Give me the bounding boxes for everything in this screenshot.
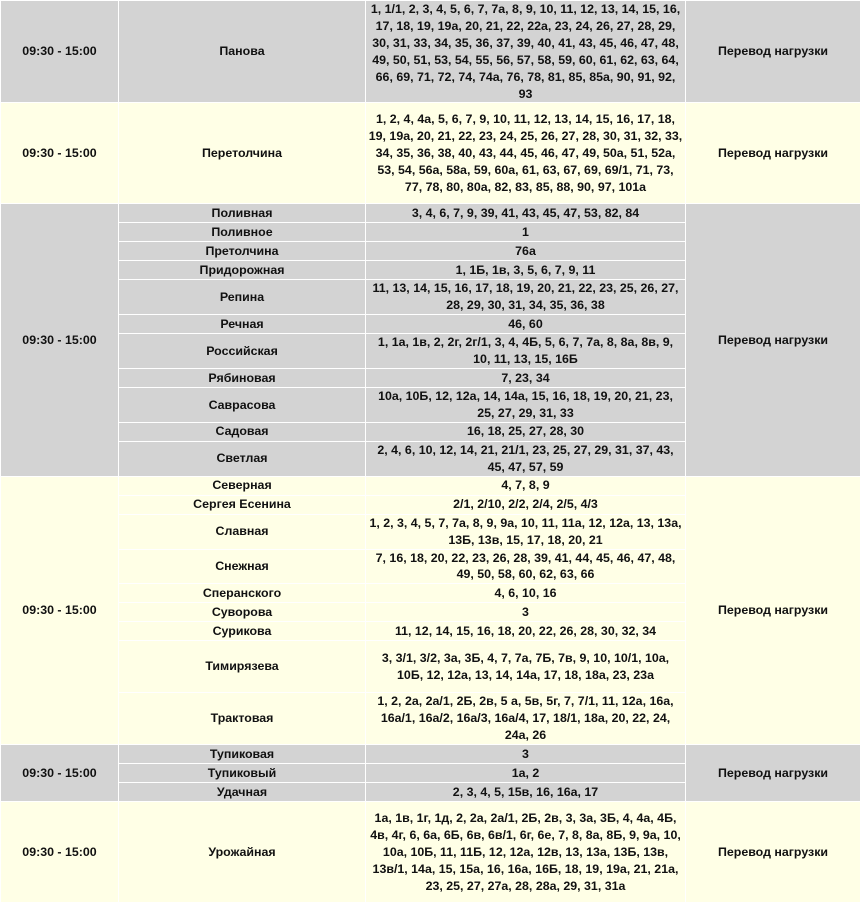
work-type-cell: Перевод нагрузки (686, 1, 860, 103)
street-name-cell: Претолчина (119, 242, 366, 261)
outage-schedule-body (1, 1, 860, 903)
street-name-cell: Репина (119, 280, 366, 315)
work-type-cell: Перевод нагрузки (686, 476, 860, 745)
street-name-cell: Поливное (119, 223, 366, 242)
work-type-cell: Перевод нагрузки (686, 204, 860, 476)
house-numbers-cell: 1а, 1в, 1г, 1д, 2, 2а, 2а/1, 2Б, 2в, 3, 3а, 3Б, 4, 4а, 4Б, 4в, 4г, 6, 6а, 6Б, 6в, 6в/1, 6г, 6е, 7, 8, 8а, 8Б, 9, 9а, 10, 10а, 10Б, 11, 11Б, 12, 12а, 12в, 13, 13а, 13Б, 13в, 13в/1, 14а, 15, 15а, 16, 16а, 16Б, 18, 19, 19а, 21, 21а, 23, 25, 27, 27а, 28, 28а, 29, 31, 31а (366, 802, 686, 903)
outage-time-cell: 09:30 - 15:00 (1, 802, 119, 903)
street-name-cell: Урожайная (119, 802, 366, 903)
street-name-cell: Панова (119, 1, 366, 103)
house-numbers-cell: 11, 12, 14, 15, 16, 18, 20, 22, 26, 28, 30, 32, 34 (366, 622, 686, 641)
house-numbers-cell: 46, 60 (366, 315, 686, 334)
street-name-cell: Речная (119, 315, 366, 334)
table-row (1, 204, 860, 223)
house-numbers-cell: 1, 1Б, 1в, 3, 5, 6, 7, 9, 11 (366, 261, 686, 280)
street-name-cell: Снежная (119, 549, 366, 584)
house-numbers-cell: 76а (366, 242, 686, 261)
house-numbers-cell: 7, 23, 34 (366, 369, 686, 388)
house-numbers-cell: 1, 1а, 1в, 2, 2г, 2г/1, 3, 4, 4Б, 5, 6, 7, 7а, 8, 8а, 8в, 9, 10, 11, 13, 15, 16Б (366, 334, 686, 369)
house-numbers-cell: 1а, 2 (366, 764, 686, 783)
street-name-cell: Тупиковый (119, 764, 366, 783)
street-name-cell: Сергея Есенина (119, 495, 366, 514)
house-numbers-cell: 11, 13, 14, 15, 16, 17, 18, 19, 20, 21, 22, 23, 25, 26, 27, 28, 29, 30, 31, 34, 35, 36, 38 (366, 280, 686, 315)
street-name-cell: Тимирязева (119, 641, 366, 693)
outage-time-cell: 09:30 - 15:00 (1, 204, 119, 476)
street-name-cell: Сурикова (119, 622, 366, 641)
street-name-cell: Удачная (119, 783, 366, 802)
work-type-cell: Перевод нагрузки (686, 802, 860, 903)
outage-time-cell: 09:30 - 15:00 (1, 476, 119, 745)
house-numbers-cell: 4, 6, 10, 16 (366, 584, 686, 603)
street-name-cell: Трактовая (119, 693, 366, 745)
street-name-cell: Перетолчина (119, 103, 366, 204)
house-numbers-cell: 1, 1/1, 2, 3, 4, 5, 6, 7, 7а, 8, 9, 10, 11, 12, 13, 14, 15, 16, 17, 18, 19, 19а, 20, 21, 22, 22а, 23, 24, 26, 27, 28, 29, 30, 31, 33, 34, 35, 36, 37, 39, 40, 41, 43, 45, 46, 47, 48, 49, 50, 51, 53, 54, 55, 56, 57, 58, 59, 60, 61, 62, 63, 64, 66, 69, 71, 72, 74, 74а, 76, 78, 81, 85, 85а, 90, 91, 92, 93 (366, 1, 686, 103)
house-numbers-cell: 1, 2, 4, 4а, 5, 6, 7, 9, 10, 11, 12, 13, 14, 15, 16, 17, 18, 19, 19а, 20, 21, 22, 23, 24, 25, 26, 27, 28, 30, 31, 32, 33, 34, 35, 36, 38, 40, 43, 44, 45, 46, 47, 49, 50а, 51, 52а, 53, 54, 56а, 58а, 59, 60а, 61, 63, 67, 69, 69/1, 71, 73, 77, 78, 80, 80а, 82, 83, 85, 88, 90, 97, 101а (366, 103, 686, 204)
street-name-cell: Славная (119, 514, 366, 549)
street-name-cell: Сперанского (119, 584, 366, 603)
street-name-cell: Саврасова (119, 388, 366, 423)
table-row (1, 1, 860, 103)
house-numbers-cell: 16, 18, 25, 27, 28, 30 (366, 422, 686, 441)
street-name-cell: Суворова (119, 603, 366, 622)
street-name-cell: Придорожная (119, 261, 366, 280)
street-name-cell: Рябиновая (119, 369, 366, 388)
street-name-cell: Садовая (119, 422, 366, 441)
street-name-cell: Поливная (119, 204, 366, 223)
outage-time-cell: 09:30 - 15:00 (1, 103, 119, 204)
table-row (1, 745, 860, 764)
house-numbers-cell: 3, 3/1, 3/2, 3а, 3Б, 4, 7, 7а, 7Б, 7в, 9, 10, 10/1, 10а, 10Б, 12, 12а, 13, 14, 14а, 17, 18, 18а, 23, 23а (366, 641, 686, 693)
house-numbers-cell: 3, 4, 6, 7, 9, 39, 41, 43, 45, 47, 53, 82, 84 (366, 204, 686, 223)
street-name-cell: Российская (119, 334, 366, 369)
house-numbers-cell: 4, 7, 8, 9 (366, 476, 686, 495)
house-numbers-cell: 7, 16, 18, 20, 22, 23, 26, 28, 39, 41, 44, 45, 46, 47, 48, 49, 50, 58, 60, 62, 63, 66 (366, 549, 686, 584)
house-numbers-cell: 1, 2, 2а, 2а/1, 2Б, 2в, 5 а, 5в, 5г, 7, 7/1, 11, 12а, 16а, 16а/1, 16а/2, 16а/3, 16а/4, 17, 18/1, 18а, 20, 22, 24, 24а, 26 (366, 693, 686, 745)
street-name-cell: Тупиковая (119, 745, 366, 764)
table-row (1, 103, 860, 204)
outage-time-cell: 09:30 - 15:00 (1, 745, 119, 802)
house-numbers-cell: 1, 2, 3, 4, 5, 7, 7а, 8, 9, 9а, 10, 11, 11а, 12, 12а, 13, 13а, 13Б, 13в, 15, 17, 18, 20, 21 (366, 514, 686, 549)
house-numbers-cell: 1 (366, 223, 686, 242)
house-numbers-cell: 2/1, 2/10, 2/2, 2/4, 2/5, 4/3 (366, 495, 686, 514)
outage-time-cell: 09:30 - 15:00 (1, 1, 119, 103)
work-type-cell: Перевод нагрузки (686, 103, 860, 204)
work-type-cell: Перевод нагрузки (686, 745, 860, 802)
table-row (1, 476, 860, 495)
house-numbers-cell: 10а, 10Б, 12, 12а, 14, 14а, 15, 16, 18, 19, 20, 21, 23, 25, 27, 29, 31, 33 (366, 388, 686, 423)
house-numbers-cell: 2, 3, 4, 5, 15в, 16, 16а, 17 (366, 783, 686, 802)
house-numbers-cell: 3 (366, 603, 686, 622)
street-name-cell: Светлая (119, 441, 366, 476)
street-name-cell: Северная (119, 476, 366, 495)
house-numbers-cell: 2, 4, 6, 10, 12, 14, 21, 21/1, 23, 25, 27, 29, 31, 37, 43, 45, 47, 57, 59 (366, 441, 686, 476)
table-row (1, 802, 860, 903)
house-numbers-cell: 3 (366, 745, 686, 764)
